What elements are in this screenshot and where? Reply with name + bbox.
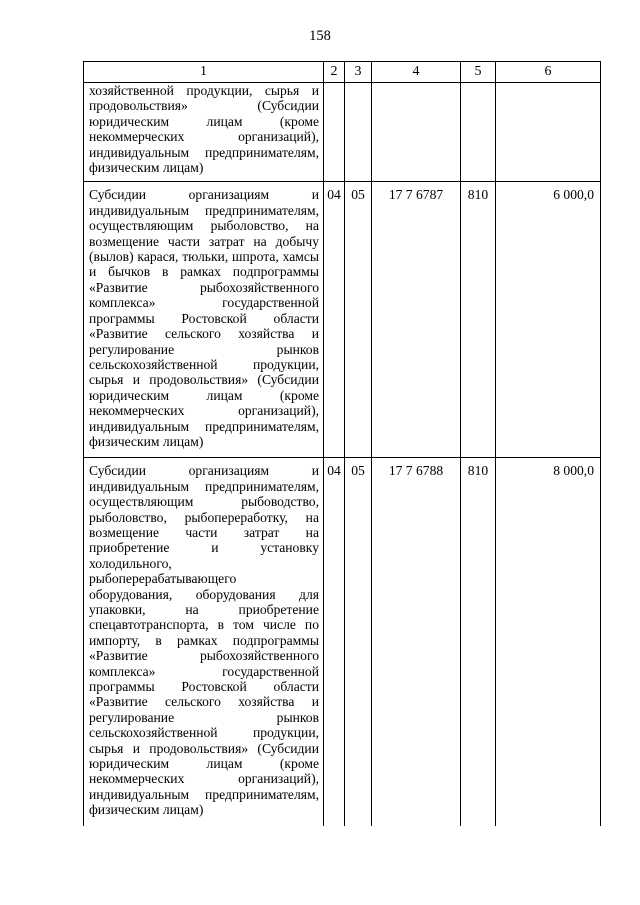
- row-section: 04: [324, 182, 345, 458]
- row-amount: 8 000,0: [496, 458, 601, 826]
- page-number: 158: [309, 28, 331, 44]
- row-section: 04: [324, 458, 345, 826]
- row-description: Субсидии организациям и индивидуальным предпринимателям, осуществляющим рыбоводство, рыболовство, рыбопереработку, на возмещение части затрат на приобретение и установку холодильного, рыбоперерабатывающего оборудования, оборудования для упаковки, на приобретение спецавтотранспорта, в том числе по импорту, в рамках подпрограммы «Развитие рыбохозяйственного комплекса» государственной программы Ростовской области «Развитие сельского хозяйства и регулирование рынков сельскохозяйственной продукции, сырья и продовольствия» (Субсидии юридическим лицам (кроме некоммерческих организаций), индивидуальным предпринимателям, физическим лицам): [84, 458, 324, 826]
- row-expense-type: [461, 83, 496, 182]
- row-target-article: 17 7 6787: [372, 182, 461, 458]
- table-header-row: [84, 62, 601, 83]
- column-header-3: 3: [345, 62, 372, 83]
- row-subsection: 05: [345, 458, 372, 826]
- budget-table: [83, 61, 601, 826]
- table-row: [84, 83, 601, 182]
- row-expense-type: 810: [461, 182, 496, 458]
- row-target-article: 17 7 6788: [372, 458, 461, 826]
- row-target-article: [372, 83, 461, 182]
- row-description: хозяйственной продукции, сырья и продовольствия» (Субсидии юридическим лицам (кроме некоммерческих организаций), индивидуальным предпринимателям, физическим лицам): [84, 83, 324, 182]
- row-section: [324, 83, 345, 182]
- row-amount: [496, 83, 601, 182]
- row-subsection: 05: [345, 182, 372, 458]
- table-row: [84, 458, 601, 826]
- row-subsection: [345, 83, 372, 182]
- column-header-4: 4: [372, 62, 461, 83]
- table-row: [84, 182, 601, 458]
- row-description: Субсидии организациям и индивидуальным предпринимателям, осуществляющим рыболовство, на возмещение части затрат на добычу (вылов) карася, тюльки, шпрота, хамсы и бычков в рамках подпрограммы «Развитие рыбохозяйственного комплекса» государственной программы Ростовской области «Развитие сельского хозяйства и регулирование рынков сельскохозяйственной продукции, сырья и продовольствия» (Субсидии юридическим лицам (кроме некоммерческих организаций), индивидуальным предпринимателям, физическим лицам): [84, 182, 324, 458]
- column-header-1: 1: [84, 62, 324, 83]
- column-header-5: 5: [461, 62, 496, 83]
- row-amount: 6 000,0: [496, 182, 601, 458]
- column-header-6: 6: [496, 62, 601, 83]
- row-expense-type: 810: [461, 458, 496, 826]
- column-header-2: 2: [324, 62, 345, 83]
